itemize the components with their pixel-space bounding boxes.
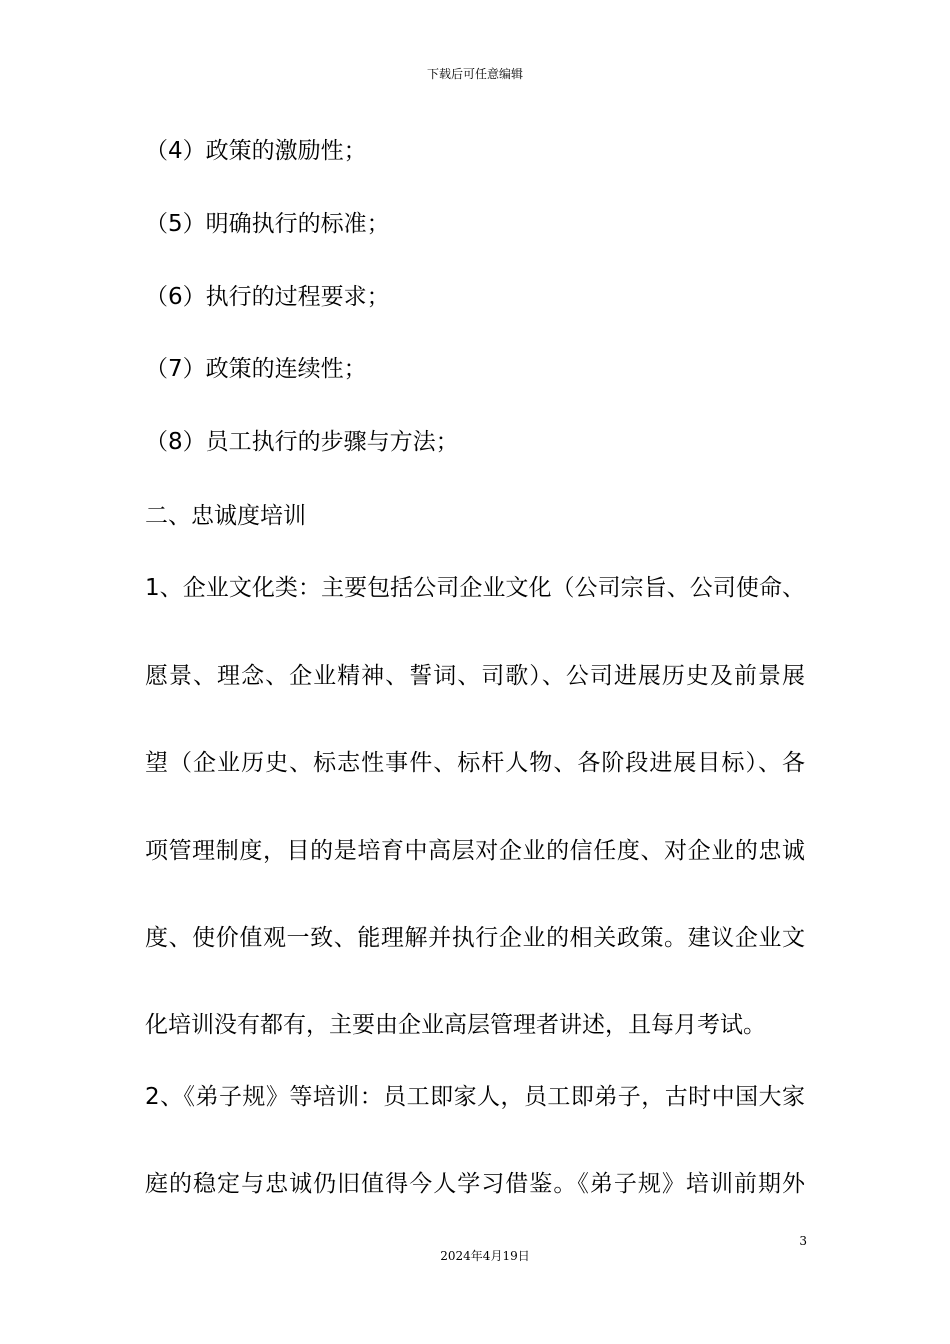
list-item-5: （5）明确执行的标准； (145, 211, 390, 237)
paragraph-line: 2、《弟子规》等培训：员工即家人，员工即弟子，古时中国大家 (145, 1084, 805, 1110)
list-item-6: （6）执行的过程要求； (145, 284, 390, 310)
paragraph-line: 化培训没有都有，主要由企业高层管理者讲述，且每月考试。 (145, 1012, 766, 1038)
paragraph-line: 1、企业文化类：主要包括公司企业文化（公司宗旨、公司使命、 (145, 575, 805, 601)
paragraph-line: 望（企业历史、标志性事件、标杆人物、各阶段进展目标）、各 (145, 750, 805, 776)
section-heading: 二、忠诚度培训 (145, 503, 306, 529)
paragraph-line: 项管理制度，目的是培育中高层对企业的信任度、对企业的忠诚 (145, 838, 805, 864)
page-number: 3 (799, 1234, 807, 1248)
paragraph-line: 度、使价值观一致、能理解并执行企业的相关政策。建议企业文 (145, 925, 805, 951)
paragraph-line: 庭的稳定与忠诚仍旧值得今人学习借鉴。《弟子规》培训前期外 (145, 1171, 805, 1197)
list-item-4: （4）政策的激励性； (145, 138, 367, 164)
page-footer-date: 2024年4月19日 (440, 1249, 530, 1263)
list-item-7: （7）政策的连续性； (145, 356, 367, 382)
paragraph-line: 愿景、理念、企业精神、誓词、司歌）、公司进展历史及前景展 (145, 663, 805, 689)
page-header: 下载后可任意编辑 (426, 67, 523, 81)
list-item-8: （8）员工执行的步骤与方法； (145, 429, 459, 455)
